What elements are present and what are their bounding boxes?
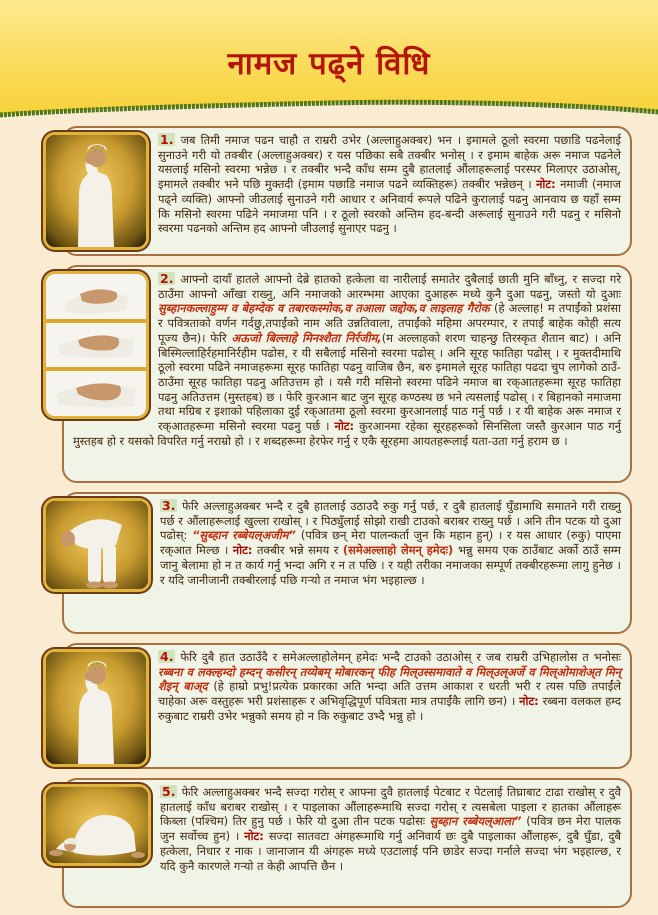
step-text: (म अल्लाहको शरण चाहन्छु तिरस्कृत शैतान बाट) । अनि बिस्मिल्लाहिर्रहमानिर्रहीम पढोस, र यी सबैलाई मसिनो स्वरमा पढोस् । अनि सूरह फातिहा पढोस् । र मुक्तदीमाथि ठूलो स्वरमा पढिने नमाजहरूमा सूरह फातिहा पढनु वाजिब छैन, बरु इमामले सूरह फातिहा पढदा चुप लागेको ठाउँ-ठाउँमा सूरह फातिहा पढनु अतिउत्तम हो । यसै गरी मसिनो स्वरमा पढिने नमाज बा रक्आतहरूमा सूरह फातिहा पढनु अतिउत्तम (मुस्तहब) छ । फेरि कुरआन बाट जुन सूरह कण्ठस्थ छ भने त्यसलाई पढोस् । र बिहानको नमाजमा तथा मग्रिब र इशाको पहिलाका दुई रक्आतमा ठूलो स्वरमा कुरआनलाई पाठ गर्नु पर्छ । र यी बाहेक अरू नमाज र रक्आतहरूमा मसिनो स्वरमा पढनु पर्छ ।	[158, 330, 621, 434]
section-4	[62, 643, 632, 769]
note-label: नोट:	[519, 694, 539, 709]
step-number: 3.	[162, 498, 176, 513]
dua-text: “सुब्हान रब्बेयल्अजीम”	[192, 528, 301, 543]
note-text: नमाजी (नमाज पढ्ने व्यक्ति) आफ्नो जीउलाई सुनाउने गरी आधार र अनिवार्य रूपले पढिने कुरालाई पढनु आनवाय छ यहाँ सम्म कि मसिनो स्वरमा पढिने नमाजमा पनि । र ठूलो स्वरको अन्तिम हद-बन्दी अरूलाई सुनाउने गरी पढनु र मसिनो स्वरमा पढनको अन्तिम हद आफ्नो जीउलाई सुनाएर पढनु ।	[158, 177, 621, 236]
folded-hands-icon	[46, 274, 146, 416]
step-text: फेरि अल्लाहुअक्बर भन्दै सज्दा गरोस् र आफ्ना दुवै हातलाई पेटबाट र पेटलाई तिघ्राबाट टाढा राखोस् र दुवै हातलाई काँध बराबर राखोस् । र पाइलाका औंलाहरूमाथि सज्दा गरोस् र त्यसबेला पाइला र हातका औंलाहरू किब्ला (पश्चिम) तिर हुनु पर्छ । फेरि यो दुआ तीन पटक पढोसः	[160, 785, 622, 829]
step-text: फेरि अल्लाहुअक्बर भन्दै र दुबै हातलाई उठाउदै रुकु गर्नु पर्छ, र दुबै हातलाई घुँडामाथि समातने गरी राख्नु पर्छ र औंलाहरूलाई खुल्ला राखोस् । र पिठ्युँलाई सोझो राखी टाउको बराबर राख्नु पर्छ । अनि तीन पटक यो दुआ पढोस्:	[160, 499, 621, 543]
note-text: रब्बना वलकल हम्द रुकुबाट राम्ररी उभेर भन्नुको समय हो न कि रुकुबाट उभ्दै भन्नु हो ।	[158, 694, 621, 723]
man-prostrating-sajda-photo	[43, 784, 151, 866]
dua-text: सुब्हानकल्लाहुम्म व बेहम्देक व तबारकस्मोक,व तआला जद्दोक,व लाइलाह गैरोक	[158, 301, 495, 316]
folded-hands-positions-photo	[43, 271, 149, 419]
standing-figure-icon	[46, 652, 146, 764]
man-standing-takbir-photo	[43, 132, 149, 250]
step-number: 2.	[160, 271, 174, 286]
note-label: नोट:	[334, 419, 355, 434]
step-number: 4.	[160, 649, 174, 664]
step-text: (हे हाम्रो प्रभु!प्रत्येक प्रकारका अति भन्दा अति उत्तम आकाश र धरती भरी र त्यस पछि तपाईंले चाहेका अरू वस्तुहरू भरी प्रशंसाहरू र अभिवृद्धिपूर्ण पवित्रता मात्र तपाईंकै लागि छन) ।	[158, 679, 622, 709]
note-text: तक्बीर भन्ने समय र	[252, 543, 343, 558]
note-text: भन्नु समय एक ठाउँबाट अर्को ठाउँ सम्म जानु बेलामा हो न त कार्य गर्नु भन्दा अगि र न त पछि । र यही तरीका नमाजका सम्पूर्ण तक्बीरहरूमा लागु हुनेछ । र यदि जानीजानी तक्बीरलाई पछि गऱ्यो त नमाज भंग भइहाल्छ ।	[160, 543, 621, 587]
content	[0, 122, 658, 908]
dua-text: अऊजो बिल्लाहे मिनश्शैता निर्रजीम,	[231, 330, 382, 345]
step-text: फेरि दुबै हात उठाउँदै र समेअल्लाहोलेमन् हमेदः भन्दै टाउको उठाओस् र जब राम्ररी उभिहालोस त भनोसः	[180, 650, 621, 664]
man-standing-qauma-photo	[43, 649, 149, 767]
dua-text: रब्बना व लक्ल्हम्दो हम्दन् कसीरन् तय्येबम् मोबारकन् फीह मिल्उस्समावाते व मिल्उल्अर्जे व मिल्ओमाशेअ्त मिन् शैइन् बाअ्द	[158, 664, 621, 694]
note-text: सज्दा सातवटा अंगहरूमाथि गर्नु अनिवार्य छः दुबै पाइलाका औंलाहरू, दुबै घुँडा, दुबै हत्केला, निधार र नाक । जानाजान यी अंगहरू मध्ये एउटालाई पनि छाडेर सज्दा गर्नाले सज्दा भंग भइहाल्छ, र यदि कुनै कारणले गऱ्यो त केही आपत्ति छैन ।	[160, 829, 621, 873]
man-bowing-ruku-photo	[43, 498, 151, 592]
page-header	[0, 0, 658, 122]
step-text: आफ्नो दायाँ हातले आफ्नो देब्रे हातको हत्केला वा नारीलाई समातेर दुबैलाई छाती मुनि बाँध्नु, र सज्दा गरे ठाउँमा आफ्नो आँखा राख्नु, अनि नमाजको आरम्भमा आएका दुआहरू मध्ये कुनै दुआ पढनु, जस्तो यो दुआः	[158, 272, 621, 301]
note-red-text: (समेअल्लाहो लेमन् हमेदः)	[342, 543, 459, 558]
bowing-figure-icon	[46, 501, 148, 589]
step-text: (हे अल्लाह! म तपाईंको प्रशंसा र पवित्रताको वर्णन गर्दछु,तपाईंको नाम अति उन्नतिवाला, तपाईंको महिमा अपरम्पार, र तपाईं बाहेक कोही सत्य पूज्य छैन)। फेरि	[158, 301, 621, 345]
note-text: कुरआनमा रहेका सूरहहरूको सिनसिला जस्तै कुरआन पाठ गर्नु मुस्तहब हो र यसको विपरित गर्नु नराम्रो हो । र शब्दहरूमा हेरफेर गर्नु र एकै सूरहमा आयतहरूलाई यता-उता गर्नु हराम छ ।	[73, 419, 621, 448]
prostrating-figure-icon	[46, 787, 148, 863]
step-text: (पवित्र छन् मेरा पालन्कर्ता जुन कि महान हुन्) । र यस आधार (रुकु) पाएमा रक्आत मिल्छ ।	[160, 528, 622, 558]
step-number: 1.	[160, 132, 174, 147]
note-label: नोट:	[244, 829, 264, 844]
note-label: नोट:	[232, 543, 253, 558]
step-number: 5.	[162, 784, 176, 799]
section-5	[62, 778, 632, 908]
section-1	[62, 126, 632, 256]
section-2	[62, 265, 632, 483]
dua-text: सुब्हान रब्बेयल्आला”	[429, 814, 527, 829]
step-text: जब तिमी नमाज पढन चाहौ त राम्ररी उभेर (अल्लाहुअक्बर) भन । इमामले ठूलो स्वरमा पछाडि पढनेलाई सुनाउने गरी यो तक्बीर (अल्लाहुअक्बर) र यस पछिका सबै तक्बीर भनोस् । र इमाम बाहेक अरू नमाज पढनेले यसलाई मसिनो स्वरमा भन्नेछ । र तक्बीर भन्दै काँध सम्म दुबै हातलाई औंलाहरूलाई परस्पर मिलाएर उठाओस्, इमामले तक्बीर भने पछि मुक्तदी (इमाम पछाडि नमाज पढने व्यक्तिहरू) तक्बीर भन्नेछन् ।	[158, 133, 621, 192]
section-3	[62, 492, 632, 634]
note-label: नोट:	[536, 177, 556, 192]
step-text: (पवित्र छन मेरा पालक जुन सर्वोच्च हुन) ।	[160, 814, 622, 844]
standing-figure-icon	[46, 135, 146, 247]
page-title: नामज पढ्ने विधि	[227, 46, 431, 82]
